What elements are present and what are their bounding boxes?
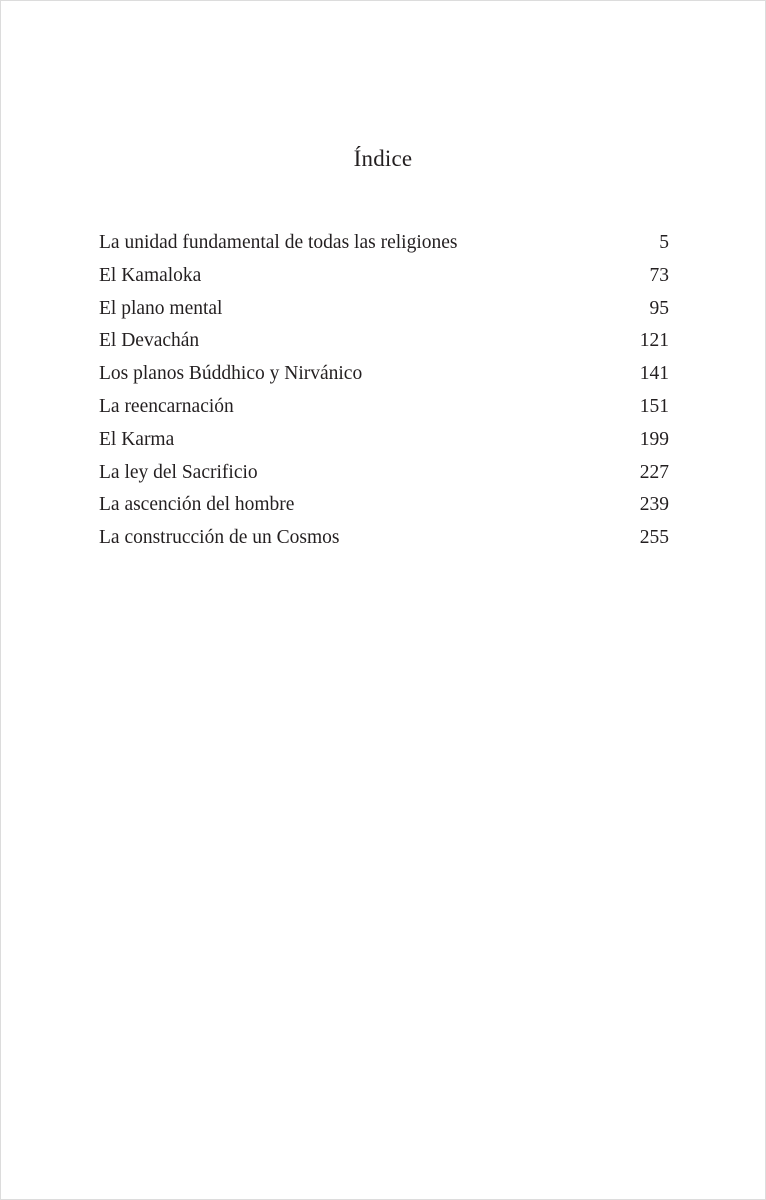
toc-entry-title: La construcción de un Cosmos [99, 527, 340, 549]
toc-entry-title: El Devachán [99, 330, 200, 352]
toc-entry-page: 151 [639, 395, 669, 417]
toc-entry-title: El Karma [99, 428, 175, 450]
toc-entry-page: 73 [649, 264, 669, 286]
toc-entry [99, 293, 669, 326]
toc-entry-page: 255 [639, 527, 669, 549]
toc-entry-title: El Kamaloka [99, 264, 202, 286]
toc-entry-title: La reencarnación [99, 395, 234, 417]
toc-entry [99, 391, 669, 424]
toc-entry-title: El plano mental [99, 297, 223, 319]
toc-entry [99, 457, 669, 490]
toc-entry-title: La unidad fundamental de todas las religiones [99, 232, 458, 253]
toc-entry-page: 227 [639, 461, 669, 483]
toc-entry [99, 227, 669, 260]
toc-entry-page: 95 [649, 297, 669, 319]
toc-entry-page: 5 [659, 232, 669, 253]
toc-entry-title: La ascención del hombre [99, 494, 295, 516]
toc-entry-page: 199 [639, 428, 669, 450]
toc-entry [99, 424, 669, 457]
toc-entry-page: 121 [639, 330, 669, 352]
page-title: Índice [353, 146, 413, 171]
table-of-contents [99, 227, 669, 555]
toc-entry [99, 260, 669, 293]
toc-entry [99, 522, 669, 555]
toc-entry-title: Los planos Búddhico y Nirvánico [99, 363, 363, 385]
toc-entry-title: La ley del Sacrificio [99, 461, 258, 483]
toc-entry [99, 325, 669, 358]
toc-entry-page: 141 [639, 363, 669, 385]
toc-entry [99, 489, 669, 522]
toc-entry [99, 358, 669, 391]
toc-entry-page: 239 [639, 494, 669, 516]
